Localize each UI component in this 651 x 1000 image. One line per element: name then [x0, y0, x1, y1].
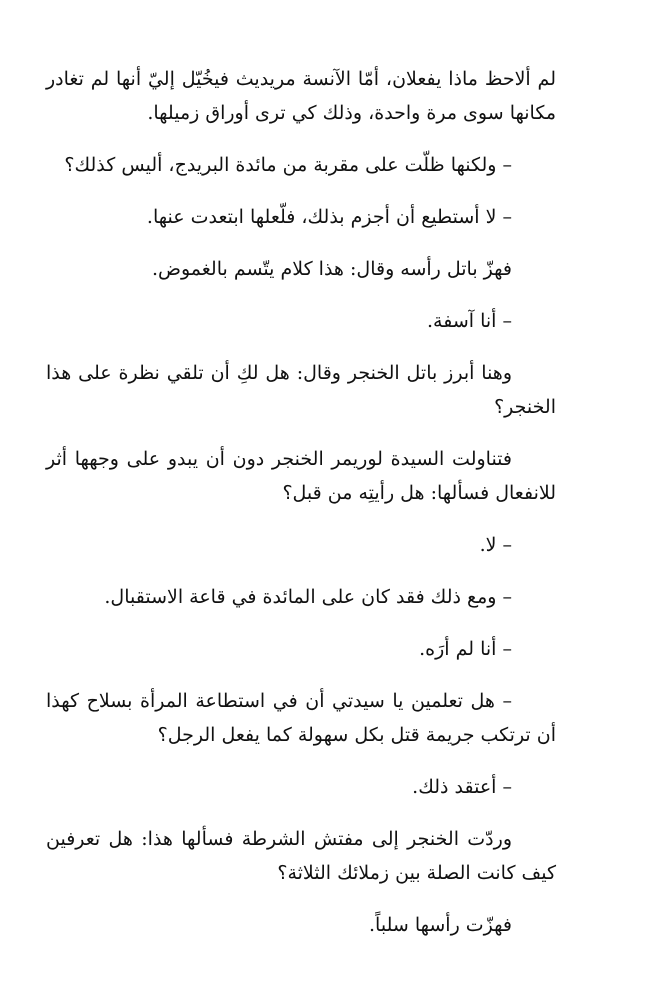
- paragraph-4: فهزّ باتل رأسه وقال: هذا كلام يتّسم بالغموض.: [151, 258, 512, 280]
- paragraph-14: فهزّت رأسها سلباً.: [369, 914, 512, 936]
- paragraph-1: لم ألاحظ ماذا يفعلان، أمّا الآنسة مريديث فيخُيّل إليّ أنها لم تغادر مكانها سوى مرة واحدة، وذلك كي ترى أوراق زميلها.: [46, 68, 556, 124]
- paragraph-2: – ولكنها ظلّت على مقربة من مائدة البريدج، أليس كذلك؟: [64, 154, 512, 176]
- paragraph-11: – هل تعلمين يا سيدتي أن في استطاعة المرأة بسلاح كهذا أن ترتكب جريمة قتل بكل سهولة كما يفعل الرجل؟: [46, 690, 556, 746]
- paragraph-9: – ومع ذلك فقد كان على المائدة في قاعة الاستقبال.: [104, 586, 512, 608]
- paragraph-6: وهنا أبرز باتل الخنجر وقال: هل لكِ أن تلقي نظرة على هذا الخنجر؟: [46, 362, 556, 418]
- paragraph-13: وردّت الخنجر إلى مفتش الشرطة فسألها هذا: هل تعرفين كيف كانت الصلة بين زملائك الثلاثة؟: [46, 828, 556, 884]
- paragraph-8: – لا.: [479, 534, 512, 556]
- paragraph-7: فتناولت السيدة لوريمر الخنجر دون أن يبدو على وجهها أثر للانفعال فسألها: هل رأيتِه من قبل؟: [46, 448, 556, 504]
- paragraph-10: – أنا لم أرَه.: [419, 638, 512, 660]
- paragraph-12: – أعتقد ذلك.: [412, 776, 512, 798]
- paragraph-3: – لا أستطيع أن أجزم بذلك، فلّعلها ابتعدت عنها.: [146, 206, 512, 228]
- paragraph-5: – أنا آسفة.: [427, 310, 512, 332]
